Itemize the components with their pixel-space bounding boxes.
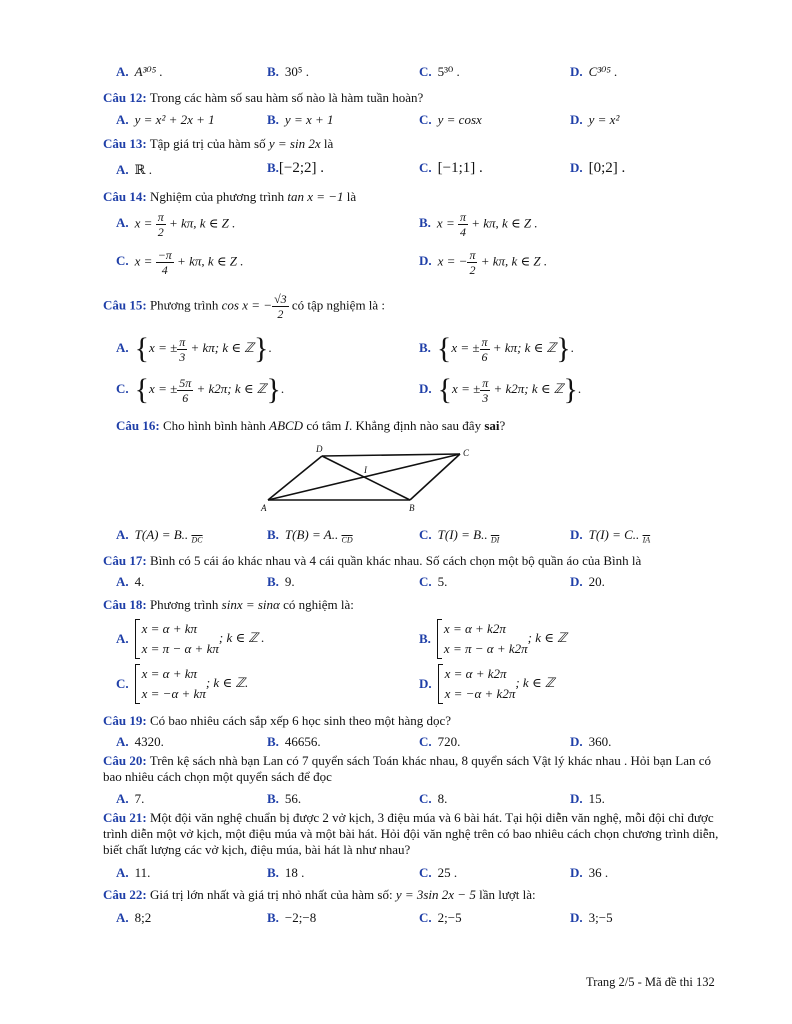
q19-option-b: B. 46656. (267, 734, 321, 749)
q18-option-d: D. x = α + k2π x = −α + k2π ; k ∈ ℤ (419, 664, 555, 704)
point-c-label: C (463, 448, 470, 458)
q18-option-b: B. x = α + k2π x = π − α + k2π ; k ∈ ℤ (419, 619, 567, 659)
q11-option-c: C. 5³⁰ . (419, 64, 460, 79)
q18-option-c: C. x = α + kπ x = −α + kπ ; k ∈ ℤ. (116, 664, 248, 704)
q15-option-c: C. {x = ± $\frac{5\pi}{6}$ + k2π; k ∈ ℤ}. (116, 373, 285, 406)
q14-option-c: C. x = $\frac{-\pi}{4}$ + kπ, k ∈ Z . (116, 248, 244, 277)
q14-option-a: A. x = $\frac{\pi}{2}$ + kπ, k ∈ Z . (116, 210, 236, 239)
q16-question: Câu 16: Cho hình bình hành ABCD có tâm I. Khẳng định nào sau đây sai? (116, 418, 506, 433)
q14-option-b: B. x = $\frac{\pi}{4}$ + kπ, k ∈ Z . (419, 210, 538, 239)
q12-question: Câu 12: Trong các hàm số sau hàm số nào là hàm tuần hoàn? (103, 90, 424, 105)
q20-question: Câu 20: Trên kệ sách nhà bạn Lan có 7 quyển sách Toán khác nhau, 8 quyển sách Vật lý khác nhau . Hỏi bạn Lan có bao nhiêu cách chọn một quyển sách để đọc (103, 753, 712, 784)
q14-option-d: D. x = − $\frac{\pi}{2}$ + kπ, k ∈ Z . (419, 248, 548, 277)
q21-option-a: A. 11. (116, 865, 151, 880)
q11-option-b: B. 30⁵ . (267, 64, 309, 79)
point-d-label: D (316, 444, 323, 454)
q22-question: Câu 22: Giá trị lớn nhất và giá trị nhỏ nhất của hàm số: y = 3sin 2x − 5 lần lượt là: (103, 887, 536, 902)
point-i-label: I (364, 465, 367, 475)
q20-option-c: C. 8. (419, 791, 448, 806)
q16-option-d: D. T(I) = C.. $_{\overline{IA}}$ (570, 527, 651, 545)
edge-bc (410, 454, 460, 500)
point-a-label: A (261, 503, 267, 513)
q20-option-b: B. 56. (267, 791, 302, 806)
q15-question: Câu 15: Phương trình cos x = − $\frac{√3}{2}$ có tập nghiệm là : (103, 292, 386, 321)
parallelogram-figure (258, 443, 478, 515)
page-footer: Trang 2/5 - Mã đề thi 132 (586, 975, 715, 989)
q19-option-a: A. 4320. (116, 734, 164, 749)
q12-option-d: D. y = x² (570, 112, 620, 127)
q13-option-d: D. [0;2] . (570, 160, 626, 176)
q15-option-b: B. {x = ± $\frac{\pi}{6}$ + kπ; k ∈ ℤ}. (419, 332, 574, 365)
q21-option-d: D. 36 . (570, 865, 609, 880)
q15-option-d: D. {x = ± $\frac{\pi}{3}$ + k2π; k ∈ ℤ}. (419, 373, 582, 406)
q21-option-c: C. 25 . (419, 865, 458, 880)
q13-option-c: C. [−1;1] . (419, 160, 483, 176)
q19-option-d: D. 360. (570, 734, 612, 749)
q17-option-a: A. 4. (116, 574, 145, 589)
q11-option-a: A. A³⁰⁵ . (116, 64, 163, 79)
q13-option-a: A. ℝ . (116, 162, 152, 177)
edge-cd (322, 454, 460, 456)
q22-option-b: B. −2;−8 (267, 910, 317, 925)
q17-option-c: C. 5. (419, 574, 448, 589)
q18-question: Câu 18: Phương trình sinx = sinα có nghiệm là: (103, 597, 354, 612)
q22-option-a: A. 8;2 (116, 910, 152, 925)
point-b-label: B (409, 503, 415, 513)
q20-option-d: D. 15. (570, 791, 605, 806)
q16-option-c: C. T(I) = B.. $_{\overline{DI}}$ (419, 527, 500, 545)
q12-option-c: C. y = cosx (419, 112, 482, 127)
q22-option-c: C. 2;−5 (419, 910, 462, 925)
q11-option-d: D. C³⁰⁵ . (570, 64, 618, 79)
q16-option-a: A. T(A) = B.. $_{\overline{DC}}$ (116, 527, 203, 545)
q17-option-d: D. 20. (570, 574, 605, 589)
q21-option-b: B. 18 . (267, 865, 305, 880)
q15-option-a: A. {x = ± $\frac{\pi}{3}$ + kπ; k ∈ ℤ}. (116, 332, 272, 365)
q12-option-b: B. y = x + 1 (267, 112, 334, 127)
q20-option-a: A. 7. (116, 791, 145, 806)
q21-question: Câu 21: Một đội văn nghệ chuẩn bị được 2 vở kịch, 3 điệu múa và 6 bài hát. Tại hội diễn văn nghệ, mỗi đội chỉ được trình diễn một vở kịch, một điệu múa và một bài hát. Hỏi đội văn nghệ trên có bao nhiêu cách chọn chương trình diễn, biết chất lượng các vở kịch, điệu múa, bài hát là như nhau? (103, 810, 719, 857)
q19-question: Câu 19: Có bao nhiêu cách sắp xếp 6 học sinh theo một hàng dọc? (103, 713, 452, 728)
q17-question: Câu 17: Bình có 5 cái áo khác nhau và 4 cái quần khác nhau. Số cách chọn một bộ quần áo của Bình là (103, 553, 642, 568)
q17-option-b: B. 9. (267, 574, 295, 589)
q18-option-a: A. x = α + kπ x = π − α + kπ ; k ∈ ℤ . (116, 619, 265, 659)
q13-option-b: B.[−2;2] . (267, 160, 325, 176)
q13-question: Câu 13: Tập giá trị của hàm số y = sin 2x là (103, 136, 334, 151)
q16-option-b: B. T(B) = A.. $_{\overline{CD}}$ (267, 527, 353, 545)
q12-option-a: A. y = x² + 2x + 1 (116, 112, 215, 127)
diagonal-bd (322, 456, 410, 500)
q14-question: Câu 14: Nghiệm của phương trình tan x = −1 là (103, 189, 357, 204)
q22-option-d: D. 3;−5 (570, 910, 613, 925)
q19-option-c: C. 720. (419, 734, 461, 749)
